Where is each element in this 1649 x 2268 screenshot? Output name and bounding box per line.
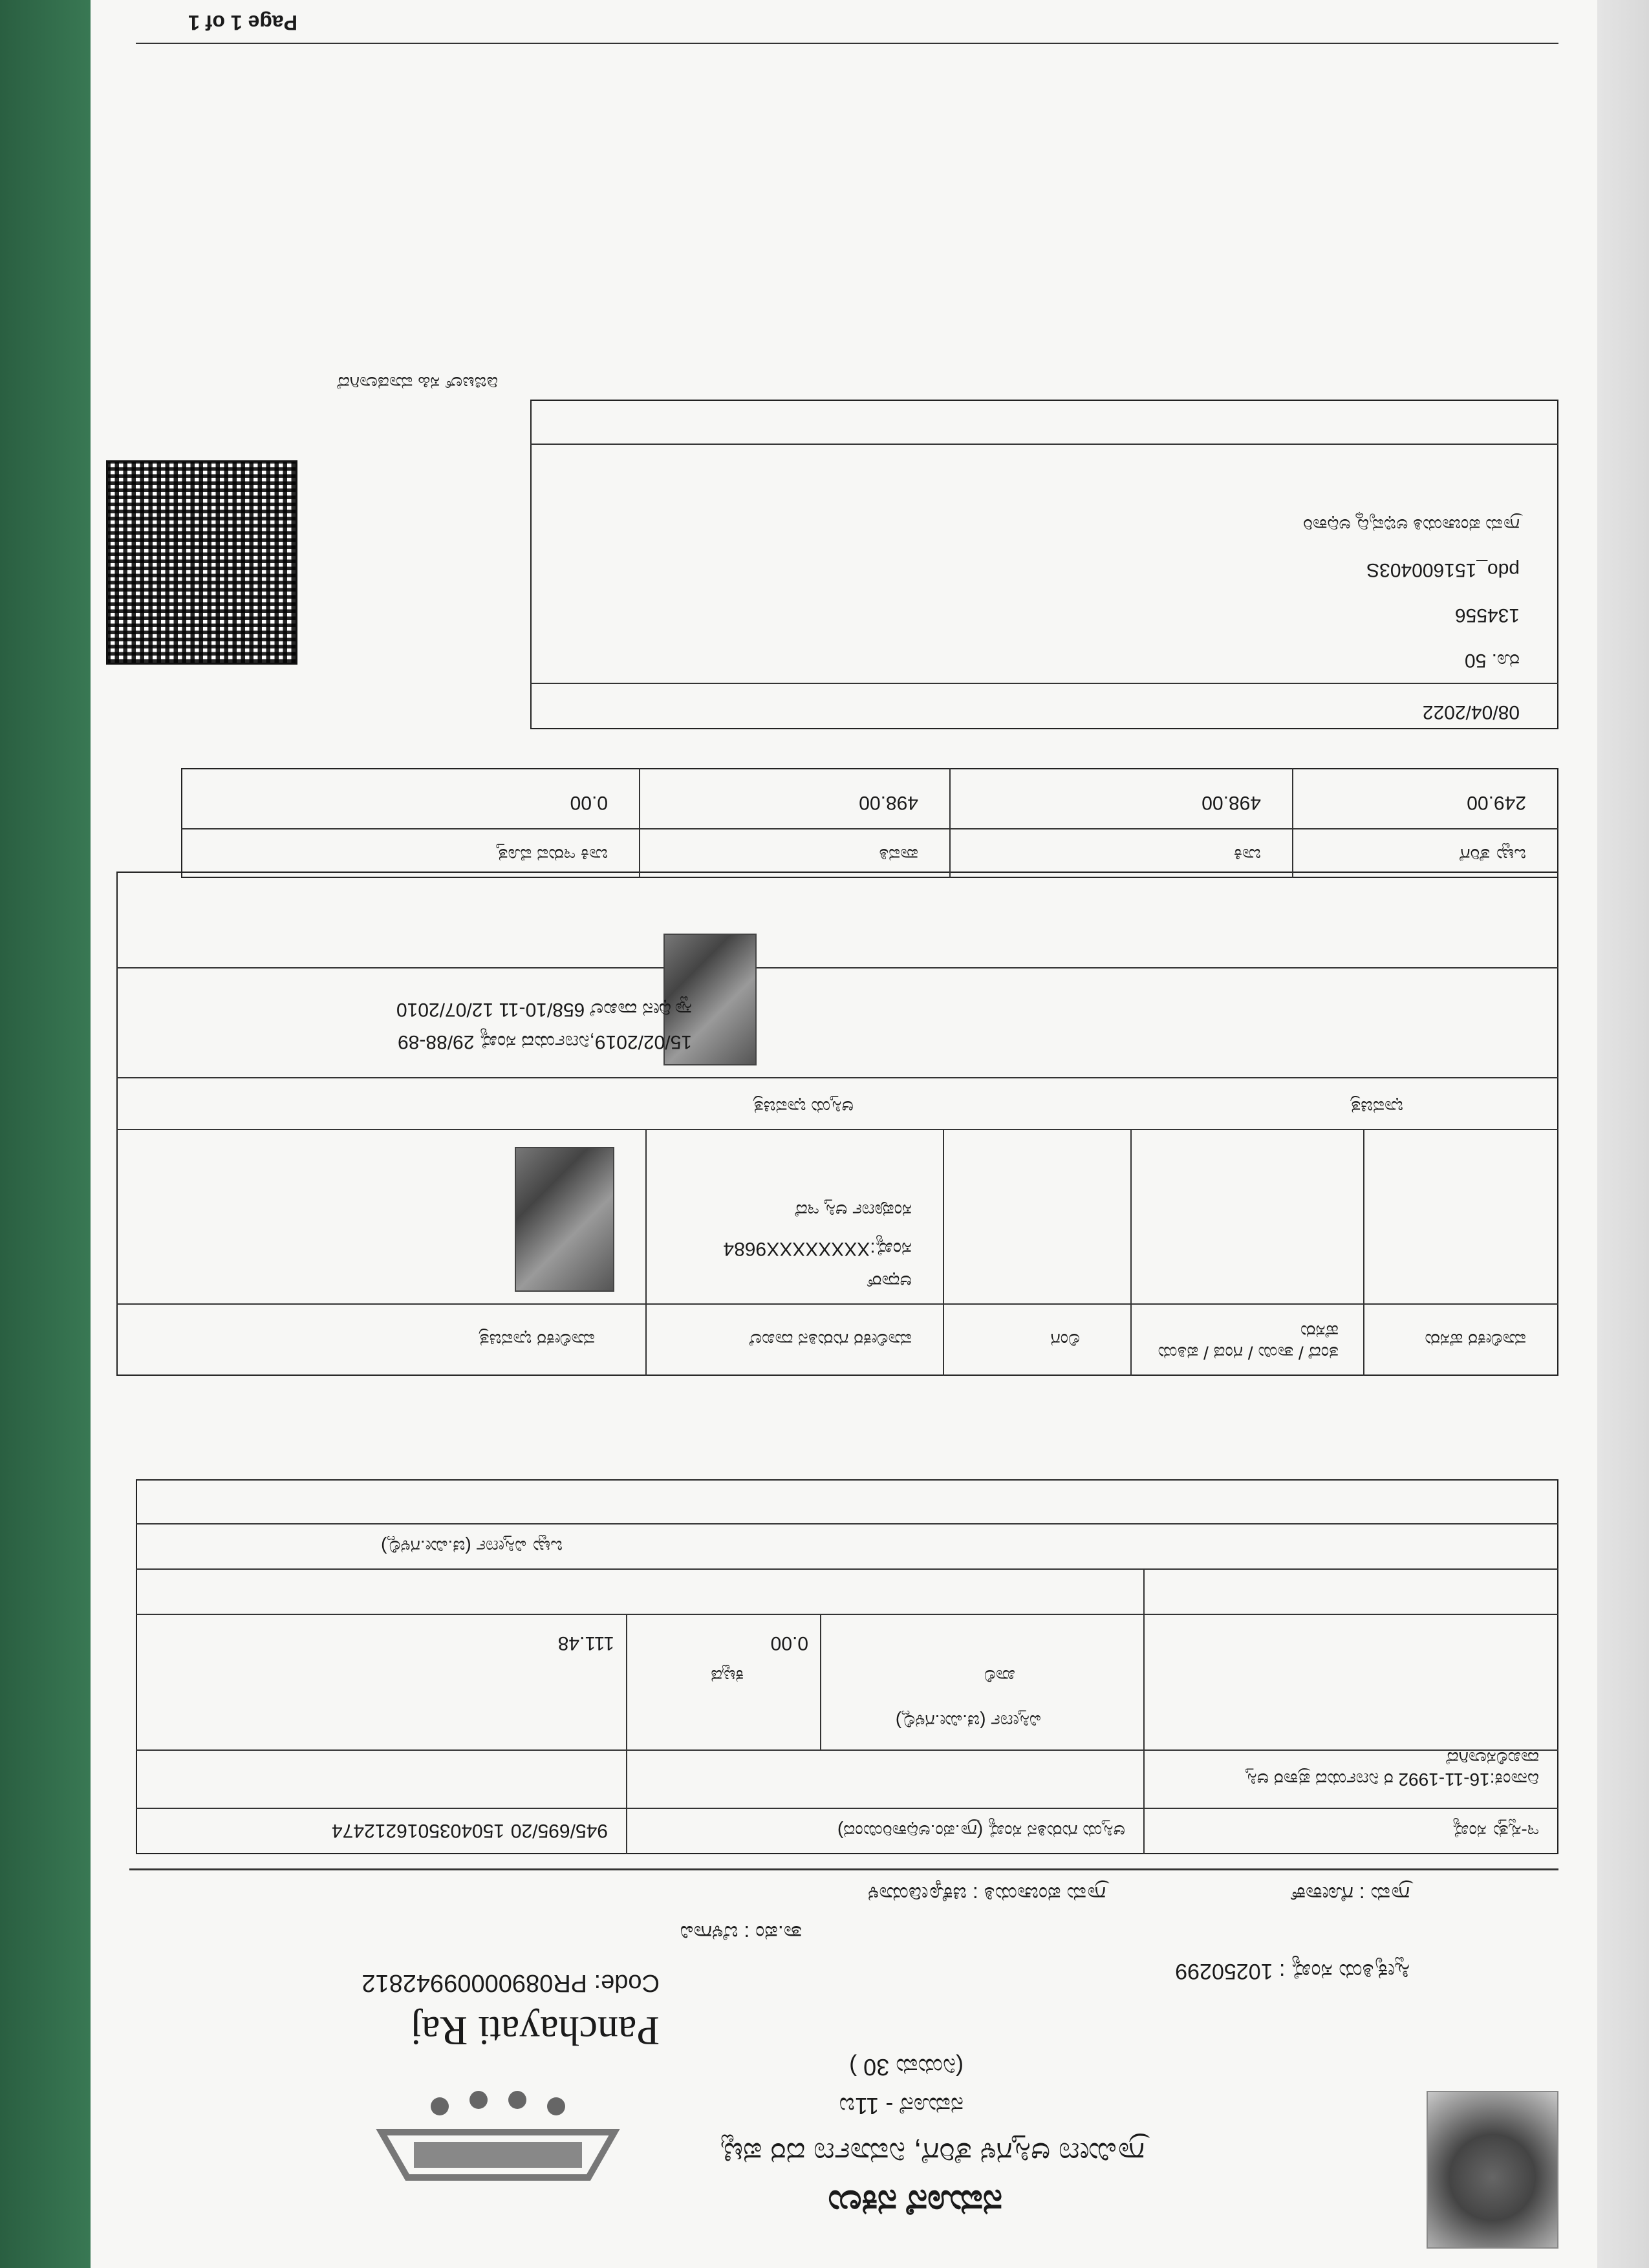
acknowledgement-number: ಸ್ವೀಕೃತಿಯ ಸಂಖ್ಯೆ : 10250299 bbox=[1175, 1959, 1410, 1984]
village: ಗ್ರಾಮ : ಗೋಕಾಕ್ bbox=[1289, 1883, 1410, 1906]
col-divider bbox=[949, 768, 951, 878]
built-area-value: 111.48 bbox=[557, 1632, 614, 1654]
signature-note: ಡಿಜಿಟಲ್ ಸಹಿ ಮಾಡಲಾಗಿದೆ bbox=[337, 373, 498, 393]
taluk: ತಾ.ಪಂ : ಬೆಳಗಾವಿ bbox=[680, 1921, 802, 1945]
document-sheet bbox=[91, 0, 1597, 2268]
col-divider bbox=[820, 1615, 821, 1751]
state-emblem-icon bbox=[1427, 2091, 1558, 2249]
panchayati-raj-logo-icon bbox=[369, 2068, 627, 2223]
receipt-number: 134556 bbox=[1454, 604, 1520, 626]
page-title: ನಮೂನೆ ನಕಲು bbox=[828, 2183, 1002, 2222]
row-divider bbox=[136, 1808, 1558, 1809]
gram-panchayat: ಗ್ರಾಮ ಪಂಚಾಯತಿ : ಚಿಕ್ಕೋಡಿಯಾಳ bbox=[867, 1883, 1106, 1906]
property-table bbox=[136, 1479, 1558, 1854]
open-area-label: ಖಾಲಿ bbox=[984, 1666, 1015, 1686]
area-label: ವಿಸ್ತೀರ್ಣ (ಚ.ಮೀ.ಗಳಲ್ಲಿ) bbox=[895, 1711, 1041, 1731]
property-id-value: 945/695/20 bbox=[510, 1820, 608, 1841]
footer-divider bbox=[136, 43, 1558, 44]
aadhaar-label: ಆಧಾರ್ bbox=[866, 1272, 912, 1292]
row-divider bbox=[116, 1303, 1558, 1305]
row-divider bbox=[136, 1614, 1558, 1615]
total-tax-header: ಒಟ್ಟು ತೆರಿಗೆ bbox=[1460, 845, 1526, 865]
document-page bbox=[91, 0, 1597, 2268]
property-photo-header: ಆಸ್ತಿಯ ಭಾವಚಿತ್ರ bbox=[753, 1097, 854, 1117]
photo-label: ಭಾವಚಿತ್ರ bbox=[1350, 1097, 1403, 1117]
balance-value: 0.00 bbox=[570, 792, 608, 813]
officer: ಗ್ರಾಮ ಪಂಚಾಯತಿ ಅಭಿವೃದ್ಧಿ ಅಧಿಕಾರಿ bbox=[1303, 515, 1520, 535]
built-area-label: ಕಟ್ಟಡ bbox=[711, 1666, 744, 1686]
epid-label: ಇ-ಸ್ವತ್ತು ಸಂಖ್ಯೆ bbox=[1452, 1821, 1539, 1841]
qr-code-icon bbox=[106, 460, 297, 665]
property-note: ದಿನಾಂಕ:16-11-1992 ರ ನಿರ್ಣಯದ ಪ್ರಕಾರ ಆಸ್ತಿ ದಾಖಲಿಸಲಾಗಿದೆ bbox=[1245, 1748, 1539, 1790]
page-subtitle: ಗ್ರಾಮೀಣ ಆಸ್ತಿಗಳ ತೆರಿಗೆ, ನಿರ್ಮಾಣ ದರ ಪಟ್ಟಿ bbox=[721, 2137, 1145, 2170]
col-divider bbox=[1130, 1130, 1132, 1376]
background-left bbox=[0, 0, 97, 2268]
gender-header: ಲಿಂಗ bbox=[1050, 1330, 1080, 1350]
row-divider bbox=[116, 1077, 1558, 1078]
paid-header: ಪಾವತಿ bbox=[879, 845, 918, 865]
row-divider bbox=[181, 828, 1558, 829]
owner-photo bbox=[515, 1147, 614, 1292]
balance-header: ಬಾಕಿ ಇರುವ ಮೊತ್ತ bbox=[497, 845, 608, 865]
tax-table bbox=[181, 768, 1558, 878]
row-divider bbox=[530, 683, 1558, 684]
col-divider bbox=[1363, 1130, 1364, 1376]
owner-table bbox=[116, 872, 1558, 1376]
col-divider bbox=[626, 1615, 627, 1854]
possession-line: ಸ್ವಾಧೀನ ದಾಖಲೆ 658/10-11 12/07/2010 bbox=[396, 999, 692, 1020]
epid-value: 1504035016212474 bbox=[332, 1820, 504, 1841]
issue-date: 08/04/2022 bbox=[1422, 701, 1520, 723]
arrears-value: 498.00 bbox=[1202, 792, 1261, 813]
document-note: ಸಂಪೂರ್ಣ ಆಸ್ತಿ ಇದೆ bbox=[795, 1201, 912, 1221]
col-divider bbox=[943, 1130, 944, 1376]
total-area-label: ಒಟ್ಟು ವಿಸ್ತೀರ್ಣ (ಚ.ಮೀ.ಗಳಲ್ಲಿ) bbox=[381, 1537, 563, 1557]
form-number: ನಮೂನೆ - 11ಬ bbox=[839, 2093, 964, 2119]
property-id-label: ಆಸ್ತಿಯ ಗುರುತಿನ ಸಂಖ್ಯೆ (ಗ್ರಾ.ಪಂ.ಅಧಿಕಾರಿಯಿಂದ) bbox=[837, 1821, 1125, 1841]
open-area-value: 0.00 bbox=[770, 1632, 808, 1654]
pdo-id: pdo_151600403S bbox=[1366, 559, 1520, 581]
document-code: Code: PR08900009942812 bbox=[361, 1969, 660, 1996]
total-tax-value: 249.00 bbox=[1467, 792, 1526, 813]
owner-photo-header: ಮಾಲೀಕರ ಭಾವಚಿತ್ರ bbox=[479, 1330, 595, 1350]
owner-name-header: ಮಾಲೀಕರ ಹೆಸರು bbox=[1425, 1330, 1526, 1350]
col-divider bbox=[1143, 1570, 1145, 1854]
page-number: Page 1 of 1 bbox=[188, 11, 297, 34]
header-divider bbox=[129, 1868, 1558, 1870]
brand-name: Panchayati Raj bbox=[410, 2008, 660, 2054]
fee: ರೂ. 50 bbox=[1464, 650, 1520, 671]
col-divider bbox=[1292, 768, 1293, 878]
resolution-line: 15/02/2019,ನಿರ್ಣಯದ ಸಂಖ್ಯೆ 29/88-89 bbox=[398, 1031, 692, 1053]
row-divider bbox=[116, 1129, 1558, 1130]
col-divider bbox=[645, 1130, 647, 1376]
paid-value: 498.00 bbox=[859, 792, 918, 813]
row-divider bbox=[136, 1523, 1558, 1524]
col-divider bbox=[639, 768, 640, 878]
row-divider bbox=[530, 444, 1558, 445]
aadhaar-number: ಸಂಖ್ಯೆ:XXXXXXXX9684 bbox=[723, 1238, 912, 1259]
row-divider bbox=[136, 1568, 1558, 1570]
owner-id-doc-header: ಮಾಲೀಕರ ಗುರುತಿನ ದಾಖಲೆ bbox=[749, 1330, 912, 1350]
row-divider bbox=[116, 967, 1558, 968]
relation-header: ತಂದೆ / ತಾಯಿ / ಗಂಡ / ಪತಿಯ ಹೆಸರು bbox=[1158, 1321, 1339, 1363]
arrears-header: ಬಾಕಿ bbox=[1233, 845, 1261, 865]
rule-number: (ನಿಯಮ 30 ) bbox=[849, 2054, 964, 2081]
